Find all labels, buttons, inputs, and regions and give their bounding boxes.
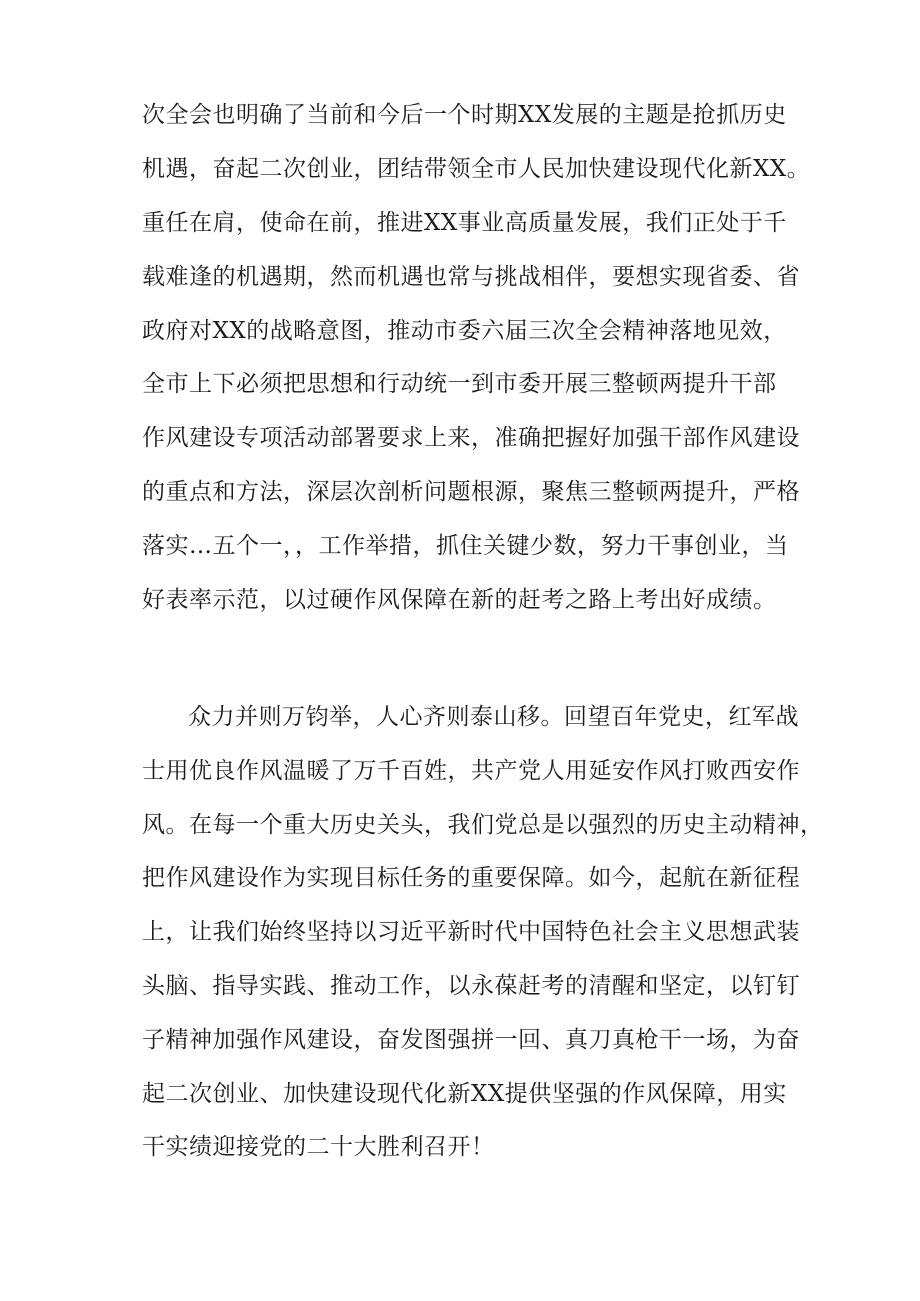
paragraph-2 xyxy=(142,691,824,1175)
text-line: 头脑、指导实践、推动工作，以永葆赶考的清醒和坚定，以钉钉 xyxy=(142,972,800,999)
text-line: 载难逢的机遇期，然而机遇也常与挑战相伴，要想实现省委、省 xyxy=(142,263,800,290)
text-line: 机遇，奋起二次创业，团结带领全市人民加快建设现代化新XX。 xyxy=(142,155,811,182)
text-line: 次全会也明确了当前和今后一个时期XX发展的主题是抢抓历史 xyxy=(142,102,787,128)
text-line: 干实绩迎接党的二十大胜利召开！ xyxy=(142,1134,495,1161)
text-line: 落实…五个一，，工作举措，抓住关键少数，努力干事创业，当 xyxy=(142,533,789,560)
text-line: 全市上下必须把思想和行动统一到市委开展三整顿两提升干部 xyxy=(142,371,777,398)
text-line: 把作风建设作为实现目标任务的重要保障。如今，起航在新征程 xyxy=(142,865,800,892)
text-line: 士用优良作风温暖了万千百姓，共产党人用延安作风打败西安作 xyxy=(142,757,800,784)
text-line: 作风建设专项活动部署要求上来，准确把握好加强干部作风建设 xyxy=(142,425,800,452)
text-line: 的重点和方法，深层次剖析问题根源，聚焦三整顿两提升，严格 xyxy=(142,479,800,506)
text-line: 重任在肩，使命在前，推进XX事业高质量发展，我们正处于千 xyxy=(142,209,787,236)
paragraph-1 xyxy=(142,89,811,628)
text-line: 好表率示范，以过硬作风保障在新的赶考之路上考出好成绩。 xyxy=(142,587,777,614)
text-line: 政府对XX的战略意图，推动市委六届三次全会精神落地见效， xyxy=(142,317,787,344)
text-line: 上，让我们始终坚持以习近平新时代中国特色社会主义思想武装 xyxy=(142,919,800,946)
text-line: 子精神加强作风建设，奋发图强拼一回、真刀真枪干一场，为奋 xyxy=(142,1026,800,1053)
text-line: 风。在每一个重大历史关头，我们党总是以强烈的历史主动精神， xyxy=(142,811,824,838)
text-line: 起二次创业、加快建设现代化新XX提供坚强的作风保障，用实 xyxy=(142,1080,787,1107)
text-line: 众力并则万钧举，人心齐则泰山移。回望百年党史，红军战 xyxy=(188,704,799,730)
